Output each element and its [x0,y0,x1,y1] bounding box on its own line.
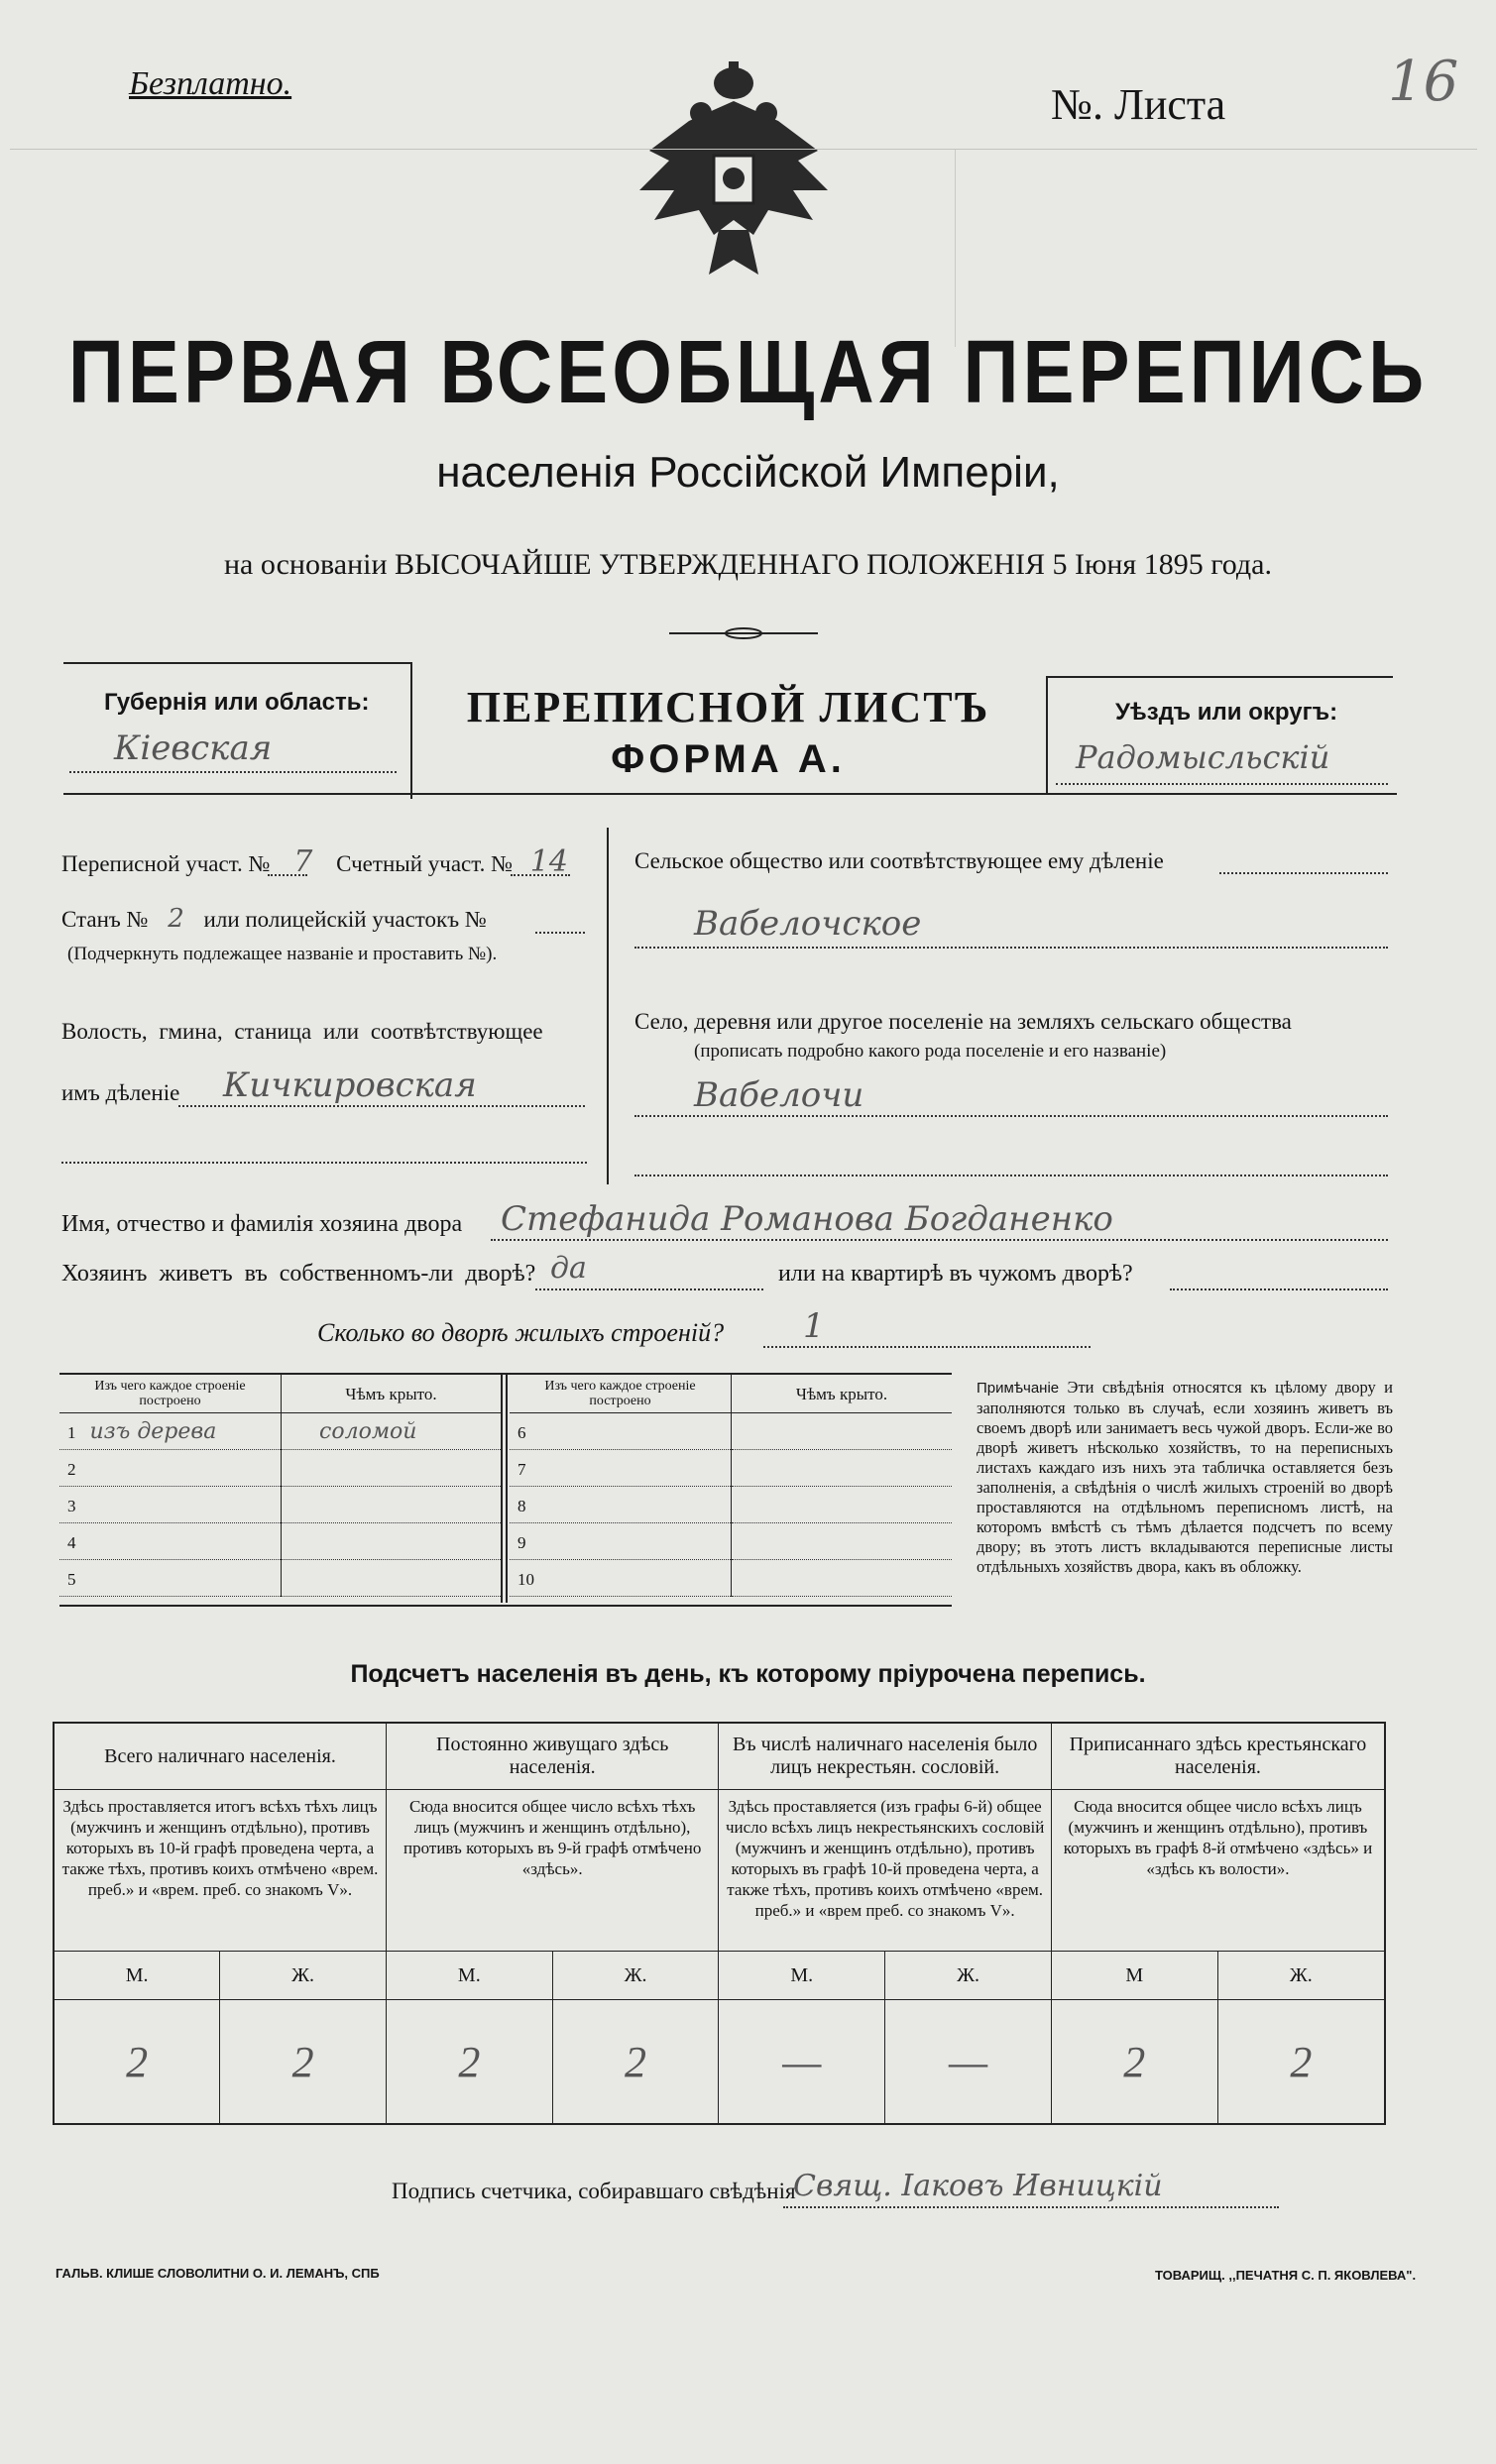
building-roof-cell [732,1487,953,1523]
form-title-line2: ФОРМА А. [611,737,846,781]
tally-column-description: Сюда вносится общее число всѣхъ лицъ (мужчинъ и женщинъ отдѣльно), противъ которыхъ въ графѣ 8-й отмѣчено «здѣсь» и «здѣсь къ волости». [1051,1790,1385,1952]
buildings-count-label: Сколько во дворѣ жилыхъ строеній? [317,1318,725,1347]
building-roof-value [740,1419,769,1444]
society-value: Вабелочское [694,904,922,944]
uezd-label: Уѣздъ или округъ: [1115,699,1338,726]
building-row [510,1560,952,1597]
tally-desc-row [54,1790,1385,1952]
tally-column-header: Въ числѣ наличнаго населенія было лицъ некрестьян. сословій. [719,1723,1052,1790]
buildings-table-right [510,1375,952,1597]
rent-dotline [1170,1288,1388,1290]
building-roof-value [740,1566,769,1591]
building-row [510,1487,952,1523]
volost-dotline [178,1105,585,1107]
building-number: 5 [67,1569,76,1589]
tally-column-header: Постоянно живущаго здѣсь населенія. [386,1723,718,1790]
tally-column-header: Приписаннаго здѣсь крестьянскаго населенія. [1051,1723,1385,1790]
buildings-count-value: 1 [803,1306,825,1346]
village-note: (прописать подробно какого рода поселеніе и его названіе) [694,1041,1167,1062]
building-row [59,1487,501,1523]
material-header: Изъ чего каждое строеніе построено [59,1375,282,1413]
building-material-cell [510,1487,732,1523]
volost-label: Волость, гмина, станица или соотвѣтствующее [61,1019,543,1044]
owner-name-dotline [491,1239,1388,1241]
own-yard-value: да [550,1251,587,1286]
building-roof-cell [282,1450,502,1487]
building-roof-cell [282,1413,502,1450]
census-basis: на основаніи ВЫСОЧАЙШЕ УТВЕРЖДЕННАГО ПОЛОЖЕНІЯ 5 Іюня 1895 года. [224,548,1272,581]
building-number: 9 [518,1532,526,1552]
building-row [59,1450,501,1487]
building-roof-cell [732,1450,953,1487]
own-yard-label: Хозяинъ живетъ въ собственномъ-ли дворѣ? [61,1261,536,1287]
building-material-cell [59,1560,282,1597]
building-roof-value: соломой [319,1418,417,1444]
own-yard-dotline [535,1288,763,1290]
building-number: 10 [518,1569,534,1589]
uchastok-dotline [268,874,307,876]
building-number: 7 [518,1459,526,1479]
tally-head-row [54,1723,1385,1790]
free-label: Безплатно. [129,65,292,102]
building-roof-cell [282,1487,502,1523]
volost-value: Кичкировская [223,1065,477,1105]
tally-column-description: Здѣсь проставляется (изъ графы 6-й) общее число всѣхъ лицъ некрестьянскихъ сословій (мужчинъ и женщинъ отдѣльно), противъ которыхъ въ графѣ 10-й проведена черта, а также тѣхъ, противъ коихъ отмѣчено «врем. преб.» и «врем преб. со знакомъ V». [719,1790,1052,1952]
building-row [510,1523,952,1560]
tally-sex-row [54,1952,1385,2000]
form-title-line1: ПЕРЕПИСНОЙ ЛИСТЪ [466,683,990,731]
printer-right: ТОВАРИЩ. ,,ПЕЧАТНЯ С. П. ЯКОВЛЕВА". [1155,2268,1417,2283]
building-roof-cell [732,1523,953,1560]
form-title-divider [1046,676,1048,795]
building-row [59,1523,501,1560]
village-dotline-2 [634,1175,1388,1176]
building-number: 4 [67,1532,76,1552]
form-title-top-rule [1046,676,1393,678]
village-value: Вабелочи [694,1075,864,1115]
society-dotline [1219,872,1388,874]
printer-left: ГАЛЬВ. КЛИШЕ СЛОВОЛИТНИ О. И. ЛЕМАНЪ, СПБ [56,2266,380,2281]
census-subtitle: населенія Россійской Имперіи, [436,448,1060,497]
note-text: Эти свѣдѣнія относятся къ цѣлому двору и заполняются только въ случаѣ, если хозяинъ живетъ въ своемъ дворѣ или занимаетъ весь чужой дворъ. Если-же во дворѣ живетъ нѣсколько хозяйствъ, то на переписныхъ листахъ каждаго изъ нихъ эта табличка оставляется безъ заполненія, а свѣдѣнія о числѣ жилыхъ строеній во дворѣ проставляются на отдѣльномъ переписномъ листѣ, на которомъ вмѣстѣ съ тѣмъ дѣлается подсчетъ по всему двору; въ этотъ листъ вкладываются переписные листы отдѣльныхъ хозяйствъ двора, какъ въ обложку. [977,1378,1393,1576]
building-row [59,1413,501,1450]
imperial-eagle-emblem [630,61,838,289]
female-count: 2 [552,2000,719,2125]
buildings-table-divider [501,1375,503,1603]
buildings-table-left [59,1375,501,1597]
building-material-cell [510,1450,732,1487]
tally-column-description: Сюда вносится общее число всѣхъ тѣхъ лицъ (мужчинъ и женщинъ отдѣльно), противъ которыхъ въ 9-й графѣ отмѣчено «здѣсь». [386,1790,718,1952]
society-dotline-2 [634,947,1388,949]
uezd-value: Радомысльскій [1076,738,1330,776]
material-header: Изъ чего каждое строеніе построено [510,1375,732,1413]
stan-line [61,904,487,934]
bleed-line [955,149,956,347]
building-roof-value [289,1493,319,1517]
building-number: 8 [518,1496,526,1515]
bleed-line [10,149,1477,150]
police-dotline [535,932,585,934]
uezd-dotline [1056,783,1388,785]
buildings-table-divider [506,1375,508,1603]
location-block-divider [607,828,609,1184]
male-header: М. [386,1952,552,2000]
roof-header: Чѣмъ крыто. [732,1375,953,1413]
stan-value: 2 [168,904,184,934]
note-label: Примѣчаніе [977,1380,1060,1397]
ornament-divider [669,626,818,640]
building-number: 1 [67,1422,76,1442]
female-count: 2 [1217,2000,1385,2125]
building-material-cell [59,1487,282,1523]
signature-value: Свящ. Іаковъ Ивницкій [793,2169,1163,2203]
building-row [510,1450,952,1487]
schetny-dotline [511,874,570,876]
buildings-table [59,1373,952,1607]
male-header: М. [54,1952,220,2000]
gubernia-value: Кіевская [114,728,273,768]
building-row [59,1560,501,1597]
uchastok-line [61,844,580,879]
tally-title: Подсчетъ населенія въ день, къ которому пріурочена перепись. [350,1660,1146,1688]
female-header: Ж. [220,1952,387,2000]
building-roof-cell [282,1523,502,1560]
building-number: 3 [67,1496,76,1515]
male-header: М. [719,1952,885,2000]
sheet-number-label: №. Листа [1051,80,1226,129]
building-material-cell [59,1413,282,1450]
building-material-cell [59,1523,282,1560]
building-material-cell [59,1450,282,1487]
uchastok-value: 7 [293,844,313,879]
society-label: Сельское общество или соотвѣтствующее ему дѣленіе [634,848,1164,873]
signature-label: Подпись счетчика, собиравшаго свѣдѣнія [392,2179,796,2203]
building-number: 6 [518,1422,526,1442]
roof-header: Чѣмъ крыто. [282,1375,502,1413]
schetny-label: Счетный участ. № [336,851,514,876]
building-material-cell [510,1413,732,1450]
volost-label-2: имъ дѣленіе [61,1080,180,1105]
building-row [510,1413,952,1450]
male-count: 2 [1051,2000,1217,2125]
male-count: 2 [386,2000,552,2125]
uchastok-label: Переписной участ. № [61,851,271,876]
building-material-cell [510,1560,732,1597]
signature-dotline [783,2206,1279,2208]
female-count: — [885,2000,1052,2125]
underline-note: (Подчеркнуть подлежащее названіе и проставить №). [67,944,498,964]
building-roof-cell [732,1413,953,1450]
building-roof-cell [732,1560,953,1597]
building-roof-value [740,1529,769,1554]
owner-name-label: Имя, отчество и фамилія хозяина двора [61,1211,463,1237]
male-count: — [719,2000,885,2125]
police-label: или полицейскій участокъ № [203,907,487,932]
buildings-count-dotline [763,1346,1091,1348]
building-number: 2 [67,1459,76,1479]
census-title: ПЕРВАЯ ВСЕОБЩАЯ ПЕРЕПИСЬ [67,321,1429,422]
form-title-top-rule [63,662,410,664]
female-header: Ж. [1217,1952,1385,2000]
owner-name-value: Стефанида Романова Богданенко [501,1199,1113,1239]
building-roof-value [740,1493,769,1517]
village-dotline [634,1115,1388,1117]
building-roof-value [740,1456,769,1481]
tally-table [53,1722,1386,2125]
stan-label: Станъ № [61,907,149,932]
rent-label: или на квартирѣ въ чужомъ дворѣ? [778,1261,1133,1287]
female-header: Ж. [552,1952,719,2000]
gubernia-label: Губернія или область: [104,689,370,716]
tally-column-header: Всего наличнаго населенія. [54,1723,386,1790]
building-roof-value [289,1529,319,1554]
male-count: 2 [54,2000,220,2125]
sheet-number-value: 16 [1388,50,1459,114]
building-material-value: изъ дерева [89,1418,217,1444]
village-label: Село, деревня или другое поселеніе на земляхъ сельскаго общества [634,1009,1292,1034]
schetny-value: 14 [529,844,568,879]
building-material-cell [510,1523,732,1560]
note-block [977,1378,1393,1577]
female-header: Ж. [885,1952,1052,2000]
male-header: М [1051,1952,1217,2000]
building-roof-value [289,1456,319,1481]
tally-column-description: Здѣсь проставляется итогъ всѣхъ тѣхъ лицъ (мужчинъ и женщинъ отдѣльно), противъ которыхъ въ 10-й графѣ проведена черта, а также тѣхъ, противъ коихъ отмѣчено «врем. преб.» и «врем. преб. со знакомъ V». [54,1790,386,1952]
gubernia-dotline [69,771,397,773]
building-roof-value [289,1566,319,1591]
building-roof-cell [282,1560,502,1597]
tally-values-row [54,2000,1385,2125]
volost-dotline-2 [61,1162,587,1164]
female-count: 2 [220,2000,387,2125]
form-title-bottom-rule [63,793,1397,795]
